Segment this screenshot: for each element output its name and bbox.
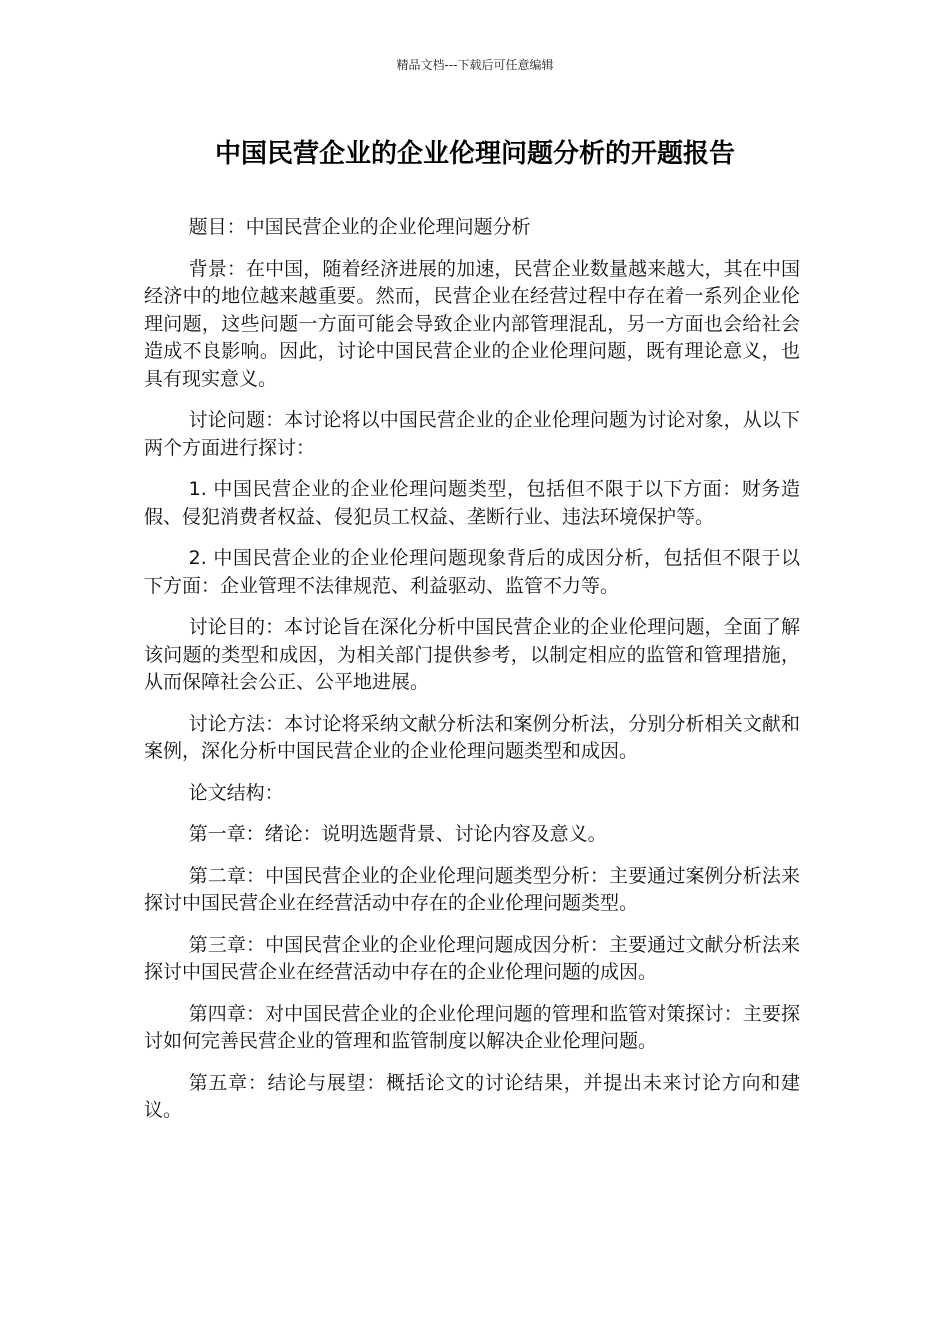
document-body (144, 214, 800, 1139)
header-note: 精品文档---下载后可任意编辑 (396, 58, 554, 72)
document-title: 中国民营企业的企业伦理问题分析的开题报告 (214, 139, 735, 169)
paragraph-thesis-structure: 论文结构： (188, 781, 284, 804)
paragraph-background: 背景：在中国，随着经济进展的加速，民营企业数量越来越大，其在中国经济中的地位越来越重要。然而，民营企业在经营过程中存在着一系列企业伦理问题，这些问题一方面可能会导致企业内部管理混乱，另一方面也会给社会造成不良影响。因此，讨论中国民营企业的企业伦理问题，既有理论意义，也具有现实意义。 (144, 257, 800, 390)
paragraph-research-questions: 讨论问题：本讨论将以中国民营企业的企业伦理问题为讨论对象，从以下两个方面进行探讨： (144, 409, 800, 459)
paragraph-chapter-4: 第四章：对中国民营企业的企业伦理问题的管理和监管对策探讨：主要探讨如何完善民营企业的管理和监管制度以解决企业伦理问题。 (144, 1002, 800, 1052)
paragraph-chapter-5: 第五章：结论与展望：概括论文的讨论结果，并提出未来讨论方向和建议。 (144, 1071, 800, 1121)
paragraph-question-1: 1. 中国民营企业的企业伦理问题类型，包括但不限于以下方面：财务造假、侵犯消费者权益、侵犯员工权益、垄断行业、违法环境保护等。 (144, 478, 800, 528)
paragraph-question-2: 2. 中国民营企业的企业伦理问题现象背后的成因分析，包括但不限于以下方面：企业管理不法律规范、利益驱动、监管不力等。 (144, 547, 800, 597)
paragraph-chapter-3: 第三章：中国民营企业的企业伦理问题成因分析：主要通过文献分析法来探讨中国民营企业在经营活动中存在的企业伦理问题的成因。 (144, 933, 800, 983)
paragraph-chapter-1: 第一章：绪论：说明选题背景、讨论内容及意义。 (188, 823, 607, 845)
paragraph-research-method: 讨论方法：本讨论将采纳文献分析法和案例分析法，分别分析相关文献和案例，深化分析中国民营企业的企业伦理问题类型和成因。 (144, 712, 800, 762)
paragraph-research-purpose: 讨论目的：本讨论旨在深化分析中国民营企业的企业伦理问题，全面了解该问题的类型和成因，为相关部门提供参考，以制定相应的监管和管理措施，从而保障社会公正、公平地进展。 (144, 616, 800, 693)
paragraph-topic: 题目：中国民营企业的企业伦理问题分析 (188, 216, 531, 238)
paragraph-chapter-2: 第二章：中国民营企业的企业伦理问题类型分析：主要通过案例分析法来探讨中国民营企业在经营活动中存在的企业伦理问题类型。 (144, 864, 800, 914)
